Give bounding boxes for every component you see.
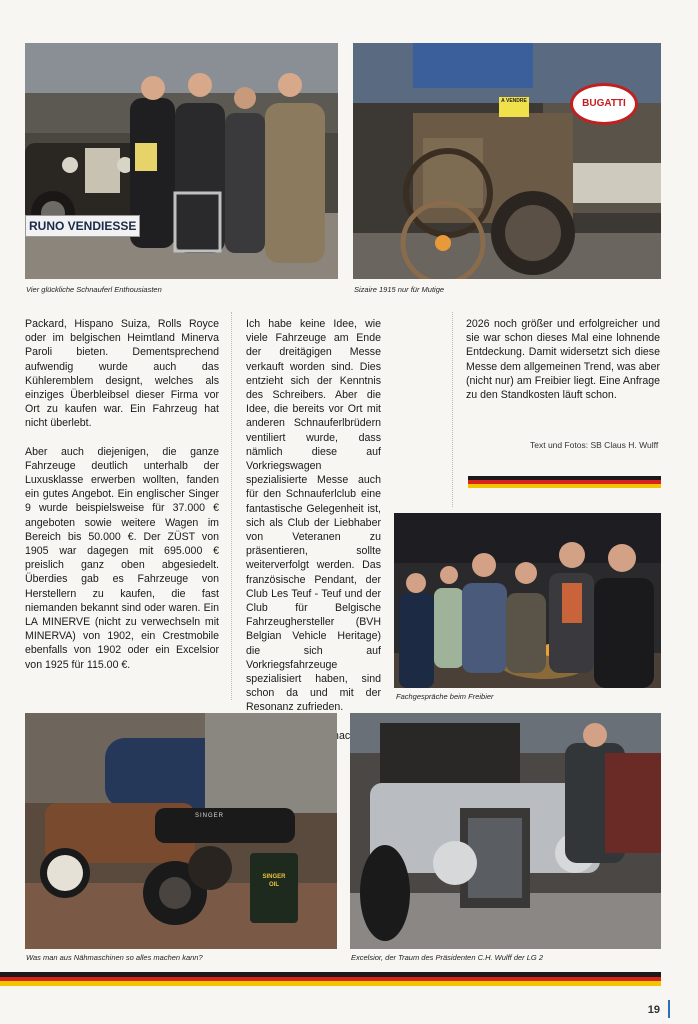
oil-can-label-brand: SINGER	[262, 874, 286, 880]
caption-enthusiasts: Vier glückliche Schnauferl Enthousiasten	[26, 285, 162, 294]
photo-excelsior	[350, 713, 661, 949]
photo-freibier	[394, 513, 661, 688]
oil-can-label-oil: OIL	[269, 882, 279, 888]
column-separator-1	[231, 312, 232, 700]
bugatti-badge: BUGATTI	[570, 83, 638, 125]
a-vendre-sign: A VENDRE	[499, 97, 529, 117]
caption-excelsior: Excelsior, der Traum des Präsidenten C.H. Wulff der LG 2	[351, 953, 544, 962]
text-column-1	[25, 317, 219, 672]
col2-paragraph-2: nach	[333, 729, 357, 742]
excelsior-illustration	[350, 713, 661, 949]
column-separator-2	[452, 312, 453, 507]
photo-enthusiasts	[25, 43, 338, 279]
sizaire-illustration	[353, 43, 661, 279]
flag-strip-upper	[468, 476, 661, 488]
col1-paragraph-2: Aber auch diejenigen, die ganze Fahrzeuge deutlich unterhalb der Luxusklasse erwerben wollten, fanden ein gutes Angebot. Ein englischer Singer 9 wurde beispielsweise für 37.000 € angeboten sowie weitere Wagen im Bereich bis 50.000 €. Der ZÜST von 1905 war dagegen mit 695.000 € preislich ganz oben abgesiedelt. Überdies gab es Fahrzeuge von Herstellern zu kaufen, die fast niemanden bekannt sind oder waren. Ein LA MINERVE (nicht zu verwechseln mit MINERVA) von 1902, ein Crestmobile ebenfalls von 1902 oder ein Excelsior von 1925 für 115.00 €.	[25, 445, 219, 671]
page-number-bar	[668, 1000, 670, 1018]
photo-sizaire	[353, 43, 661, 279]
col3-paragraph-1: 2026 noch größer und erfolgreicher und sie war schon dieses Mal eine lohnende Entdeckung. Damit widersetzt sich diese Messe dem allgemeinen Trend, was aber (nicht nur) am Freibier liegt. Eine Anfrage zu den Standkosten läuft schon.	[466, 318, 660, 402]
caption-sizaire: Sizaire 1915 nur für Mutige	[354, 285, 445, 294]
col1-paragraph-1: Packard, Hispano Suiza, Rolls Royce oder im belgischen Heimtland Minerva Paroli bieten. Dementsprechend aufwendig wurde auch das Kühleremblem designt, welches als einziges Überbleibsel dieser Firma vor Ort zu kaufen war. Ein Fahrzeug hat nicht überlebt.	[25, 318, 219, 430]
text-column-2	[246, 317, 381, 757]
photo-naehmaschinen	[25, 713, 337, 949]
photo-credit: Text und Fotos: SB Claus H. Wulff	[530, 440, 659, 450]
page-number: 19	[647, 1004, 660, 1016]
col2-paragraph-1: Ich habe keine Idee, wie viele Fahrzeuge am Ende der dreitägigen Messe verkauft worden sind. Dies entzieht sich der Kenntnis des Schreibers. Aber die Idee, die bereits vor Ort mit anderen Schnauferlbrüdern ventiliert wurde, dass nämlich diese auf Vorkriegswagen spezialisierte Messe auch für den Schnauferlclub eine fantastische Gelegenheit ist, sich als Club der Liebhaber von Veteranen zu präsentieren, sollte weiterverfolgt werden. Das französische Pendant, der Club Les Teuf - Teuf und der Club für Belgische Fahrzeughersteller (BVH Belgian Vehicle Heritage) die sich auf Vorkriegsfahrzeuge spezialisiert haben, sind schon da und mit der Resonanz zufrieden.	[246, 318, 381, 714]
singer-brand-text: SINGER	[195, 813, 225, 819]
text-column-3	[466, 317, 660, 402]
caption-freibier: Fachgespräche beim Freibier	[396, 692, 494, 701]
vendiesse-sign: RUNO VENDIESSE	[25, 215, 140, 237]
singer-oil-can	[255, 873, 293, 889]
sewing-machine-illustration	[25, 713, 337, 949]
caption-naehmaschinen: Was man aus Nähmaschinen so alles machen kann?	[26, 953, 203, 962]
freibier-illustration	[394, 513, 661, 688]
enthusiasts-illustration	[25, 43, 338, 279]
flag-strip-footer	[0, 972, 661, 986]
